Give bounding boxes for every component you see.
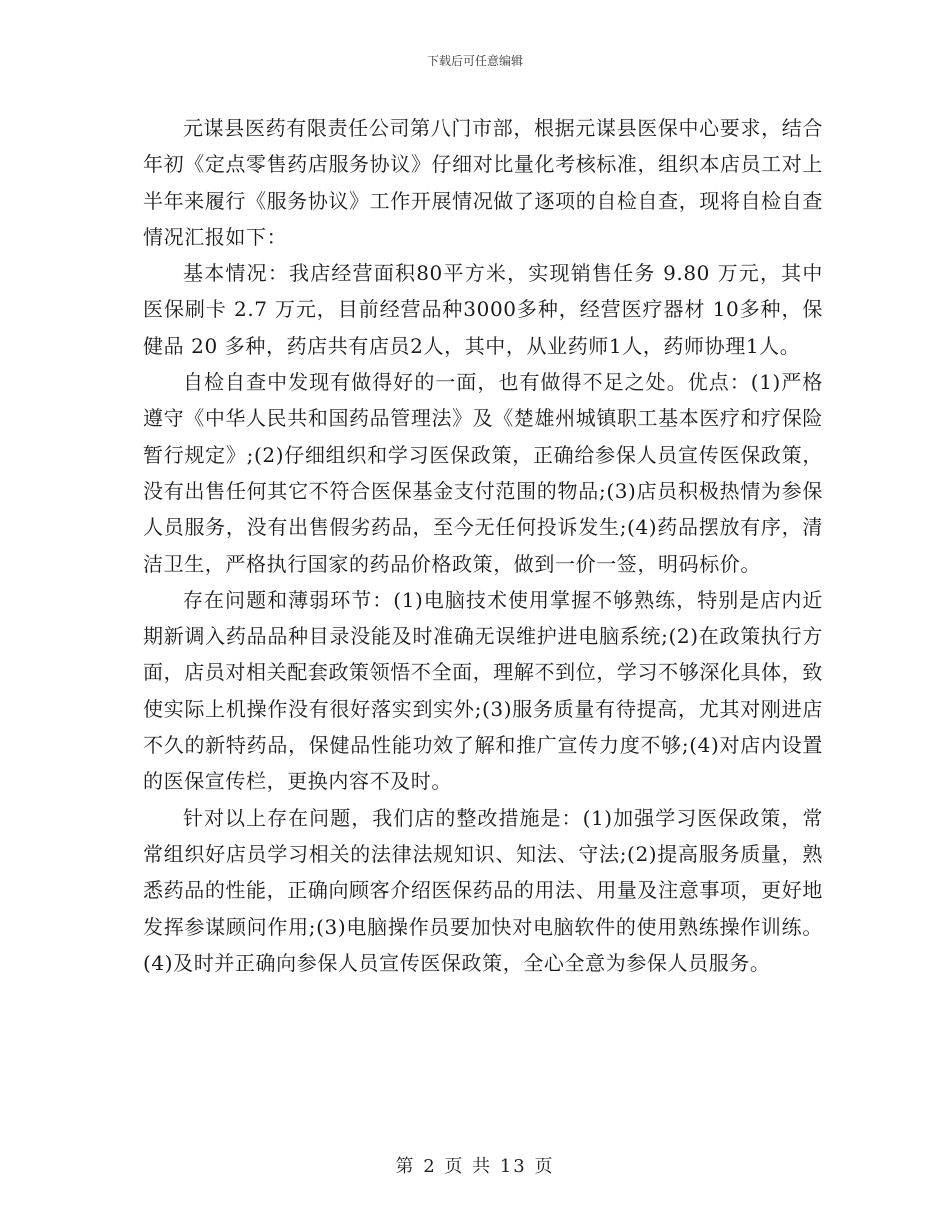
page-header: 下载后可任意编辑	[426, 54, 523, 68]
paragraph-measures: 针对以上存在问题，我们店的整改措施是：(1)加强学习医保政策，常常组织好店员学习相关的法律法规知识、知法、守法;(2)提高服务质量，熟悉药品的性能，正确向顾客介绍医保药品的用法、用量及注意事项，更好地发挥参谋顾问作用;(3)电脑操作员要加快对电脑软件的使用熟练操作训练。(4)及时并正确向参保人员宣传医保政策，全心全意为参保人员服务。	[143, 805, 823, 975]
paragraph-intro: 元谋县医药有限责任公司第八门市部，根据元谋县医保中心要求，结合年初《定点零售药店服务协议》仔细对比量化考核标准，组织本店员工对上半年来履行《服务协议》工作开展情况做了逐项的自检自查，现将自检自查情况汇报如下：	[143, 116, 823, 249]
page-number-footer: 第 2 页 共 13 页	[395, 1156, 555, 1177]
paragraph-problems: 存在问题和薄弱环节：(1)电脑技术使用掌握不够熟练，特别是店内近期新调入药品品种目录没能及时准确无误维护进电脑系统;(2)在政策执行方面，店员对相关配套政策领悟不全面，理解不到位，学习不够深化具体，致使实际上机操作没有很好落实到实外;(3)服务质量有待提高，尤其对刚进店不久的新特药品，保健品性能功效了解和推广宣传力度不够;(4)对店内设置的医保宣传栏，更换内容不及时。	[143, 587, 823, 794]
paragraph-basic-info: 基本情况：我店经营面积80平方米，实现销售任务 9.80 万元，其中医保刷卡 2.7 万元，目前经营品种3000多种，经营医疗器材 10多种，保健品 20 多种，药店共有店员2人，其中，从业药师1人，药师协理1人。	[143, 261, 823, 358]
document-body	[143, 110, 823, 981]
paragraph-strengths: 自检自查中发现有做得好的一面，也有做得不足之处。优点：(1)严格遵守《中华人民共和国药品管理法》及《楚雄州城镇职工基本医疗和疗保险暂行规定》;(2)仔细组织和学习医保政策，正确给参保人员宣传医保政策，没有出售任何其它不符合医保基金支付范围的物品;(3)店员积极热情为参保人员服务，没有出售假劣药品，至今无任何投诉发生;(4)药品摆放有序，清洁卫生，严格执行国家的药品价格政策，做到一价一签，明码标价。	[143, 370, 823, 576]
